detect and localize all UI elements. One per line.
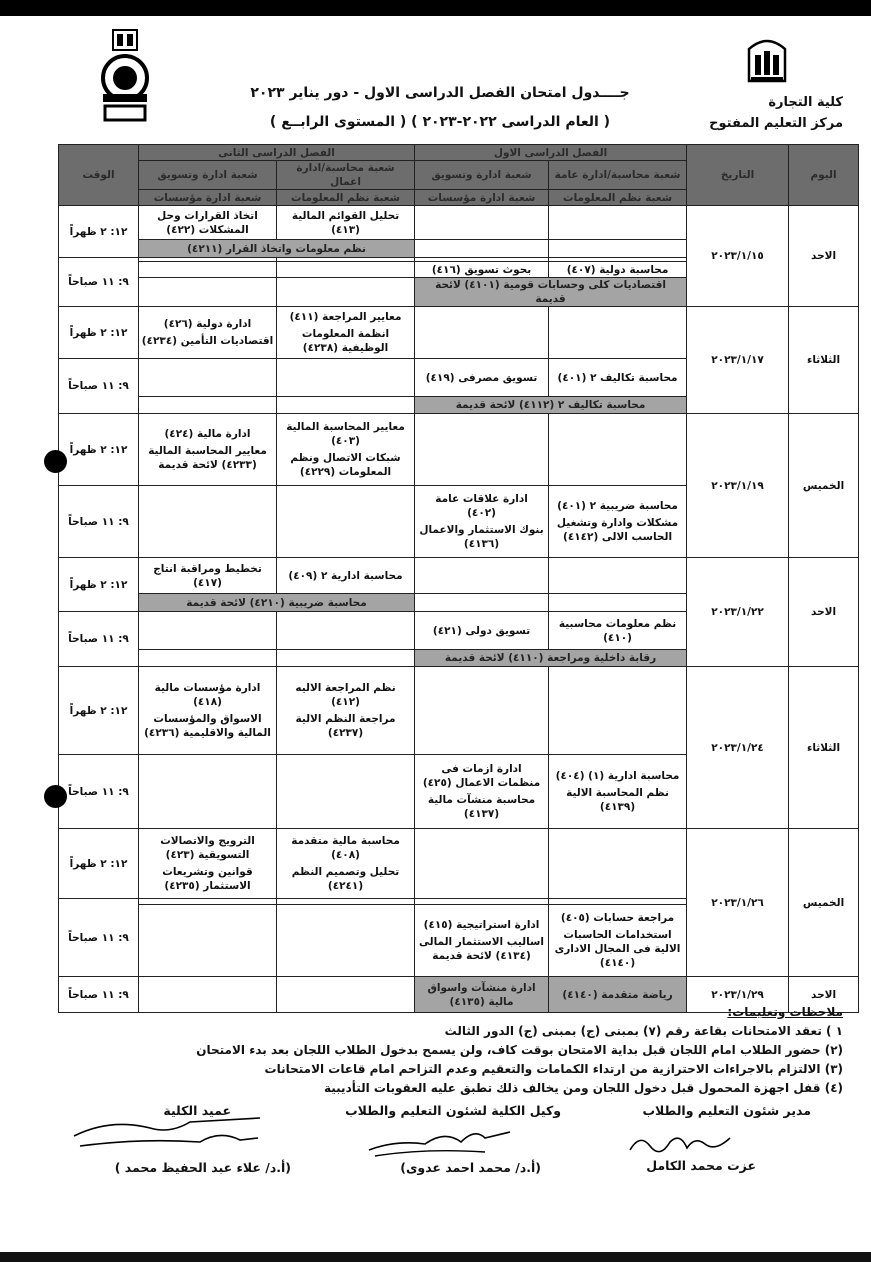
- date-cell: ٢٠٢٣/١/٢٦: [687, 829, 789, 977]
- exam-name-grey: اساليب الاستثمار المالى (٤١٣٤) لائحة قديمة: [419, 936, 544, 962]
- exam-name: معايير المراجعة (٤١١): [289, 311, 402, 323]
- time-cell: ٩: ١١ صباحاً: [59, 486, 139, 558]
- vice-dean-name: (أ.د/ محمد احمد عدوى): [400, 1160, 541, 1175]
- exam-cell-shared: رقابة داخلية ومراجعة (٤١١٠) لائحة قديمة: [415, 650, 687, 667]
- exam-cell: [415, 486, 549, 558]
- time-cell: ١٢: ٢ ظهراً: [59, 667, 139, 755]
- time-cell: ١٢: ٢ ظهراً: [59, 558, 139, 612]
- exam-name: محاسبة ادارية (١) (٤٠٤): [555, 770, 680, 782]
- exam-cell: [549, 486, 687, 558]
- table-row: [59, 206, 859, 240]
- day-cell: الاحد: [789, 558, 859, 667]
- time-cell: ٩: ١١ صباحاً: [59, 258, 139, 307]
- day-cell: الثلاثاء: [789, 667, 859, 829]
- header-track-3: شعبة محاسبة/ادارة اعمال: [277, 161, 415, 190]
- exam-name-grey: شبكات الاتصال ونظم المعلومات (٤٢٢٩): [290, 452, 401, 478]
- table-row: [59, 558, 859, 594]
- exam-cell: نظم معلومات محاسبية (٤١٠): [549, 612, 687, 650]
- time-cell: ١٢: ٢ ظهراً: [59, 206, 139, 258]
- exam-name-grey: محاسبة منشآت مالية (٤١٣٧): [427, 794, 536, 820]
- header-time: الوقت: [59, 145, 139, 206]
- header-date: التاريخ: [687, 145, 789, 206]
- header-day: اليوم: [789, 145, 859, 206]
- exam-cell: [549, 755, 687, 829]
- note-item: (٤) قفل اجهزة المحمول قبل دخول اللجان ومن يخالف ذلك تطبق عليه العقوبات التأديبية: [323, 1081, 843, 1095]
- dean-name: (أ.د/ علاء عبد الحفيظ محمد ): [114, 1160, 291, 1175]
- exam-name-grey: الاسواق والمؤسسات المالية والاقليمية (٤٢٣٦): [144, 713, 271, 739]
- punch-hole: [44, 785, 67, 808]
- time-cell: ٩: ١١ صباحاً: [59, 977, 139, 1013]
- exam-name: ادارة استراتيجية (٤١٥): [423, 919, 540, 931]
- date-cell: ٢٠٢٣/١/٢٩: [687, 977, 789, 1013]
- exam-cell: [415, 755, 549, 829]
- exam-name: نظم المراجعة الاليه (٤١٢): [295, 682, 396, 708]
- exam-name-grey: مراجعة النظم الالية (٤٢٣٧): [295, 713, 396, 739]
- note-item: (٢) حضور الطلاب امام اللجان قبل بداية الامتحان بوقت كاف، ولن يسمح بدخول الطلاب اللجان بعد بدء الامتحان: [196, 1043, 843, 1057]
- header-semester-2: الفصل الدراسى الثانى: [139, 145, 415, 161]
- header-semester-1: الفصل الدراسى الاول: [415, 145, 687, 161]
- exam-cell: [277, 307, 415, 359]
- exam-cell: رياضة متقدمة (٤١٤٠): [549, 977, 687, 1013]
- table-row: [59, 307, 859, 359]
- exam-cell: تسويق دولى (٤٢١): [415, 612, 549, 650]
- day-cell: الاحد: [789, 977, 859, 1013]
- time-cell: ٩: ١١ صباحاً: [59, 612, 139, 667]
- exam-name: محاسبة ضريبية ٢ (٤٠١): [557, 500, 678, 512]
- exam-name: معايير المحاسبة المالية (٤٠٣): [286, 421, 405, 447]
- exam-name-grey: انظمة المعلومات الوظيفية (٤٢٣٨): [301, 328, 390, 354]
- note-item: ١ ) تعقد الامتحانات بقاعة رقم (٧) بمبنى (ج) بمبنى (ج) الدور الثالث: [444, 1024, 843, 1038]
- exam-cell-shared: اقتصاديات كلى وحسابات قومية (٤١٠١) لائحة قديمة: [415, 278, 687, 307]
- exam-name: محاسبة مالية متقدمة (٤٠٨): [291, 835, 400, 861]
- exam-name-grey: اقتصاديات التأمين (٤٢٣٤): [141, 335, 274, 347]
- exam-cell: [277, 414, 415, 486]
- exam-cell: [277, 829, 415, 899]
- header-track-1: شعبة محاسبة/ادارة عامة: [549, 161, 687, 190]
- time-cell: ١٢: ٢ ظهراً: [59, 307, 139, 359]
- header-track-4b: شعبة ادارة مؤسسات: [139, 190, 277, 206]
- exam-cell-shared: محاسبة تكاليف ٢ (٤١١٢) لائحة قديمة: [415, 397, 687, 414]
- day-cell: الخميس: [789, 414, 859, 558]
- vice-dean-title: وكيل الكلية لشئون التعليم والطلاب: [345, 1103, 561, 1118]
- page-subtitle: ( العام الدراسى ٢٠٢٢-٢٠٢٣ ) ( المستوى الرابــع ): [269, 114, 611, 130]
- exam-cell: محاسبة دولية (٤٠٧): [549, 262, 687, 278]
- notes-title: ملاحظات وتعليمات:: [727, 1005, 843, 1019]
- exam-name-grey: استخدامات الحاسبات الالية فى المجال الادارى (٤١٤٠): [554, 929, 681, 969]
- exam-cell: [277, 667, 415, 755]
- time-cell: ٩: ١١ صباحاً: [59, 899, 139, 977]
- date-cell: ٢٠٢٣/١/٢٢: [687, 558, 789, 667]
- table-row: [59, 667, 859, 755]
- note-item: (٣) الالتزام بالاجراءات الاحترازية من ارتداء الكمامات والتعقيم وعدم التزاحم امام قاعات الامتحانات: [264, 1062, 843, 1076]
- exam-cell: تخطيط ومراقبة انتاج (٤١٧): [139, 558, 277, 594]
- exam-name-grey: بنوك الاستثمار والاعمال (٤١٣٦): [419, 524, 544, 550]
- dean-signature-icon: [70, 1108, 265, 1153]
- exam-name: ادارة مالية (٤٢٤): [164, 428, 251, 440]
- exam-cell-shared: محاسبة ضريبية (٤٢١٠) لائحة قديمة: [139, 594, 415, 612]
- date-cell: ٢٠٢٣/١/١٩: [687, 414, 789, 558]
- header-track-2b: شعبة ادارة مؤسسات: [415, 190, 549, 206]
- vice-dean-signature-icon: [365, 1120, 515, 1160]
- table-row: [59, 414, 859, 486]
- table-row: [59, 829, 859, 899]
- header-track-2: شعبة ادارة وتسويق: [415, 161, 549, 190]
- exam-cell: [139, 307, 277, 359]
- exam-schedule-table: [58, 144, 859, 1013]
- exam-cell: اتخاذ القرارات وحل المشكلات (٤٢٢): [139, 206, 277, 240]
- header-track-1b: شعبة نظم المعلومات: [549, 190, 687, 206]
- exam-cell: [415, 905, 549, 977]
- exam-name: ادارة علاقات عامة (٤٠٢): [435, 493, 528, 519]
- exam-cell: تسويق مصرفى (٤١٩): [415, 359, 549, 397]
- exam-cell: محاسبة تكاليف ٢ (٤٠١): [549, 359, 687, 397]
- center-name: مركز التعليم المفتوح: [709, 116, 843, 131]
- scan-bottom-edge: [0, 1252, 871, 1262]
- date-cell: ٢٠٢٣/١/١٧: [687, 307, 789, 414]
- exam-cell: [139, 667, 277, 755]
- college-header: [709, 92, 843, 134]
- time-cell: ١٢: ٢ ظهراً: [59, 414, 139, 486]
- exam-name-grey: قوانين وتشريعات الاستثمار (٤٢٣٥): [162, 866, 253, 892]
- header-track-4: شعبة ادارة وتسويق: [139, 161, 277, 190]
- punch-hole: [44, 450, 67, 473]
- exam-name: ادارة دولية (٤٢٦): [163, 318, 252, 330]
- dean-title: عميد الكلية: [163, 1103, 231, 1118]
- date-cell: ٢٠٢٣/١/١٥: [687, 206, 789, 307]
- university-emblem-icon: [95, 28, 155, 123]
- exam-name-grey: تحليل وتصميم النظم (٤٢٤١): [291, 866, 400, 892]
- exam-cell: [549, 905, 687, 977]
- scan-top-edge: [0, 0, 871, 16]
- time-cell: ٩: ١١ صباحاً: [59, 359, 139, 414]
- exam-name-grey: نظم المحاسبة الالية (٤١٣٩): [566, 787, 669, 813]
- exam-cell-shared: نظم معلومات واتخاذ القرار (٤٢١١): [139, 240, 415, 258]
- page-title: جــــدول امتحان الفصل الدراسى الاول - دور يناير ٢٠٢٣: [250, 85, 630, 101]
- exam-name: مراجعة حسابات (٤٠٥): [560, 912, 675, 924]
- exam-cell: بحوث تسويق (٤١٦): [415, 262, 549, 278]
- manager-title: مدير شئون التعليم والطلاب: [642, 1103, 811, 1118]
- exam-name: الترويج والاتصالات التسويقية (٤٢٣): [160, 835, 255, 861]
- notes-section: [43, 1003, 843, 1098]
- exam-name: ادارة مؤسسات مالية (٤١٨): [154, 682, 261, 708]
- date-cell: ٢٠٢٣/١/٢٤: [687, 667, 789, 829]
- exam-cell: ادارة منشآت واسواق مالية (٤١٣٥): [415, 977, 549, 1013]
- day-cell: الخميس: [789, 829, 859, 977]
- exam-name: ادارة ازمات فى منظمات الاعمال (٤٢٥): [422, 763, 541, 789]
- manager-name: عزت محمد الكامل: [646, 1158, 756, 1173]
- day-cell: الاحد: [789, 206, 859, 307]
- day-cell: الثلاثاء: [789, 307, 859, 414]
- college-name: كلية التجارة: [768, 95, 843, 110]
- exam-cell: [139, 414, 277, 486]
- header-track-3b: شعبة نظم المعلومات: [277, 190, 415, 206]
- exam-name-grey: معايير المحاسبة المالية (٤٢٣٣) لائحة قديمة: [148, 445, 267, 471]
- exam-cell: محاسبة ادارية ٢ (٤٠٩): [277, 558, 415, 594]
- exam-cell: [139, 829, 277, 899]
- college-logo-icon: [745, 35, 790, 85]
- exam-name-grey: مشكلات وادارة وتشغيل الحاسب الالى (٤١٤٢): [556, 517, 679, 543]
- exam-cell: تحليل القوائم المالية (٤١٣): [277, 206, 415, 240]
- time-cell: ١٢: ٢ ظهراً: [59, 829, 139, 899]
- manager-signature-icon: [625, 1128, 740, 1158]
- time-cell: ٩: ١١ صباحاً: [59, 755, 139, 829]
